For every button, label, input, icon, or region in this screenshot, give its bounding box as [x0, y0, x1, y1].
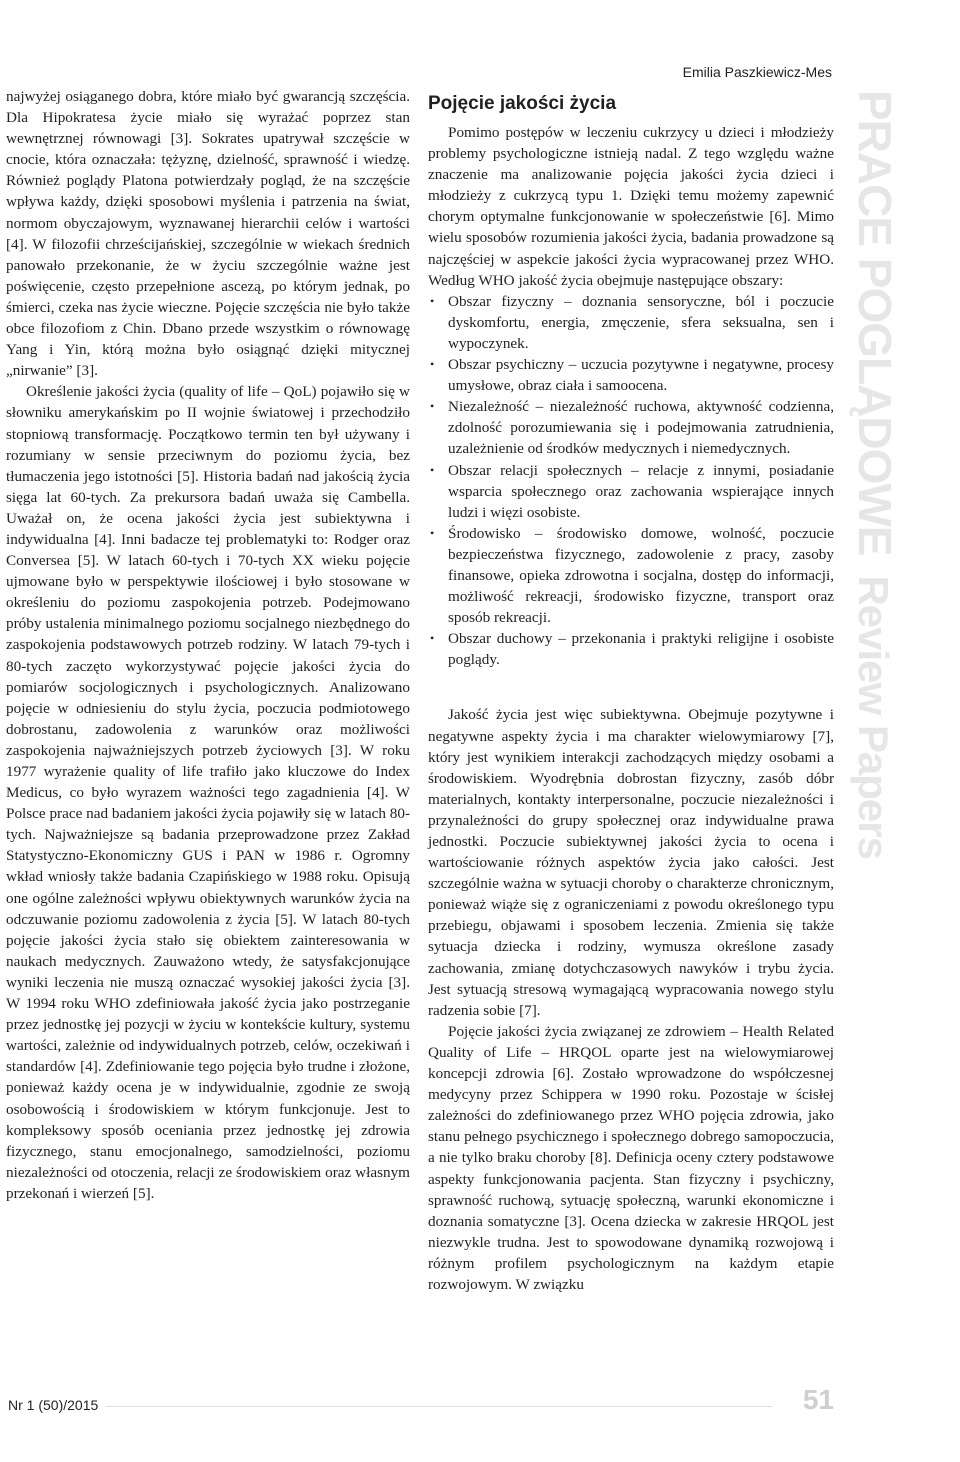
left-column	[6, 86, 410, 1204]
list-item	[428, 523, 834, 628]
list-item-text: Obszar fizyczny – doznania sensoryczne, ból i poczucie dyskomfortu, energia, zmęczenie, sfera seksualna, sen i wypoczynek.	[448, 292, 834, 352]
bullet-icon: •	[430, 399, 435, 414]
section-heading: Pojęcie jakości życia	[428, 93, 617, 114]
section-tab-polish: PRACE POGLĄDOWE	[849, 90, 901, 556]
bullet-icon: •	[430, 631, 435, 646]
body-paragraph: Pojęcie jakości życia związanej ze zdrowiem – Health Related Quality of Life – HRQOL oparte jest na wielowymiarowej koncepcji zdrowia [6]. Zostało wprowadzone do współczesnej medycyny przez Schippera w 1990 roku. Pozostaje w ścisłej zależności do zdefiniowanego przez WHO pojęcia zdrowia, jako stanu pełnego psychicznego i społecznego dobrego samopoczucia, a nie tylko braku choroby [8]. Definicja oceny cztery podstawowe aspekty funkcjonowania pacjenta. Stan fizyczny i psychiczny, sprawność ruchową, sytuację społeczną, warunki ekonomiczne i doznania somatyczne [3]. Ocena dziecka w zakresie HRQOL jest niezwykle trudna. Jest to spowodowane dynamiką rozwojową i różnym profilem psychologicznym na każdym etapie rozwojowym. W związku	[428, 1022, 834, 1293]
section-tab-english: Review Papers	[850, 575, 897, 859]
body-paragraph: Jakość życia jest więc subiektywna. Obejmuje pozytywne i negatywne aspekty życia i ma charakter wielowymiarowy [7], który jest wynikiem interakcji zachodzących między osobami a środowiskiem. Wyodrębnia dobrostan fizyczny, zasób dóbr materialnych, kontakty interpersonalne, poczucie niezależności i przynależności do grupy społecznej oraz indywidualne prawa jednostki. Poczucie subiektywnej jakości życia to ocena i wartościowanie różnych aspektów życia jako całości. Jest szczególnie ważna w sytuacji choroby o charakterze chronicznym, ponieważ wiąże się z ograniczeniami z powodu określonego typu przebiegu, objawami i sposobem leczenia. Zmienia się także sytuacja dziecka i rodziny, wymusza określone zasady zachowania, zmianę dotychczasowych nawyków i trybu życia. Jest sytuacją stresową wymagającą wypracowania nowego stylu radzenia sobie [7].	[428, 706, 834, 1019]
spacer	[428, 670, 834, 704]
right-column	[428, 86, 834, 1295]
bullet-icon: •	[430, 525, 435, 540]
list-item	[428, 460, 834, 523]
list-item-text: Środowisko – środowisko domowe, wolność, poczucie bezpieczeństwa fizycznego, zadowolenie z pracy, zasoby finansowe, opieka zdrowotna i socjalna, dostęp do informacji, możliwość rekreacji, środowisko fizyczne, transport oraz sposób rekreacji.	[448, 524, 834, 627]
section-tab-vertical	[848, 90, 902, 859]
bullet-icon: •	[430, 293, 435, 308]
list-item-text: Obszar duchowy – przekonania i praktyki religijne i osobiste poglądy.	[448, 630, 834, 669]
footer-issue: Nr 1 (50)/2015	[8, 1397, 99, 1413]
list-item	[428, 354, 834, 396]
list-item-text: Obszar relacji społecznych – relacje z innymi, posiadanie wsparcia społecznego oraz zachowania wspierające innych ludzi i więzi osobiste.	[448, 461, 834, 521]
page-number: 51	[802, 1384, 834, 1415]
intro-paragraph: Pomimo postępów w leczeniu cukrzycy u dzieci i młodzieży problemy psychologiczne istnieją nadal. Z tego względu ważne znaczenie ma analizowanie pojęcia jakości życia dzieci i młodzieży z cukrzycą typu 1. Dzięki temu możemy zapewnić chorym optymalne funkcjonowanie w społeczeństwie [6]. Mimo wielu sposobów rozumienia jakości życia, badania prowadzone są najczęściej w aspekcie jakości życia wypracowanej przez WHO. Według WHO jakość życia obejmuje następujące obszary:	[428, 124, 834, 289]
who-domains-list	[428, 291, 834, 671]
list-item	[428, 396, 834, 459]
footer-divider	[106, 1406, 772, 1407]
body-paragraph: najwyżej osiąganego dobra, które miało być gwarancją szczęścia. Dla Hipokratesa życie miało się wyrażać poprzez stan wewnętrznej równowagi [3]. Sokrates upatrywał szczęście w cnocie, która oznaczała: tężyznę, dzielność, sprawność i wiedzę. Również poglądy Platona potwierdzały pogląd, że na szczęście wpływa każdy, dzięki sposobowi myślenia i patrzenia na świat, normom obyczajowym, wyznawanej hierarchii celów i wartości [4]. W filozofii chrześcijańskiej, szczególnie w wiekach średnich panowało przekonanie, że w życiu szczególnie ważne jest poświęcenie, często przepełnione ascezą, po którym jednak, po śmierci, czeka nas życie wieczne. Pojęcie szczęścia nie było także obce filozofiom z Chin. Dbano przede wszystkim o równowagę Yang i Yin, którą można było osiągnąć dzięki mitycznej „nirwanie” [3].	[6, 88, 410, 380]
bullet-icon: •	[430, 462, 435, 477]
body-paragraph: Określenie jakości życia (quality of life – QoL) pojawiło się w słowniku amerykańskim po II wojnie światowej i przechodziło stopniową transformację. Początkowo termin ten był używany i rozumiany w sensie przeciwnym do poziomu życia, bez tłumaczenia jego istotności [5]. Historia badań nad jakością życia sięga lat 60-tych. Za prekursora badań uważa się Cambella. Uważał on, że ocena jakości życia jest subiektywna i indywidualna [4]. Inni badacze tej problematyki to: Rodger oraz Conversea [5]. W latach 60-tych i 70-tych XX wieku pojęcie ujmowane było w perspektywie ilościowej i było stosowane w określeniu do poziomu zaspokojenia potrzeb. Podejmowano próby ustalenia minimalnego poziomu socjalnego niezbędnego do zaspokojenia podstawowych potrzeb rodziny. W latach 79-tych i 80-tych zaczęto wykorzystywać pojęcie jakości życia do pomiarów socjologicznych i psychologicznych. Analizowano pojęcie w odniesieniu do stylu życia, poczucia podmiotowego dobrostanu, zadowolenia z warunków oraz możliwości zaspokojenia najważniejszych potrzeb życiowych [3]. W roku 1977 wyrażenie quality of life trafiło jako kluczowe do Index Medicus, co było wyrazem ważności tego zagadnienia [4]. W Polsce prace nad badaniem jakości życia pojawiły się w latach 80-tych. Najważniejsze są badania przeprowadzone przez Zakład Statystyczno-Ekonomiczny GUS i PAN w 1986 r. Ogromny wkład wniosły także badania Czapińskiego w 1988 roku. Opisują one ogólne zależności wpływu obiektywnych warunków życia na odczuwanie poziomu zadowolenia z życia [5]. W latach 80-tych pojęcie jakości życia stało się obiektem zainteresowania w naukach medycznych. Zauważono wtedy, że satysfakcjonujące wyniki leczenia nie muszą oznaczać wysokiej jakości życia [3]. W 1994 roku WHO zdefiniowała jakość życia jako postrzeganie przez jednostkę jej pozycji w życiu w kontekście kultury, systemu wartości, zależnie od indywidualnych potrzeb, celów, oczekiwań i standardów [4]. Zdefiniowanie tego pojęcia było trudne i złożone, ponieważ każdy ocena je w indywidualnie, zgodnie ze swoją osobowością i środowiskiem w którym funkcjonuje. Jest to kompleksowy sposób oceniania przez jednostkę jej zdrowia fizycznego, stanu emocjonalnego, samodzielności, poziomu niezależności od otoczenia, relacji ze środowiskiem oraz własnym przekonań i wierzeń [5].	[6, 383, 411, 1202]
list-item-text: Obszar psychiczny – uczucia pozytywne i negatywne, procesy umysłowe, obraz ciała i samoocena.	[448, 356, 834, 395]
list-item-text: Niezależność – niezależność ruchowa, aktywność codzienna, zdolność porozumiewania się i podejmowania zatrudnienia, uzależnienie od środków medycznych i niemedycznych.	[448, 398, 834, 458]
list-item	[428, 291, 834, 354]
list-item	[428, 628, 834, 670]
running-header-author: Emilia Paszkiewicz-Mes	[682, 64, 832, 80]
bullet-icon: •	[430, 357, 435, 372]
